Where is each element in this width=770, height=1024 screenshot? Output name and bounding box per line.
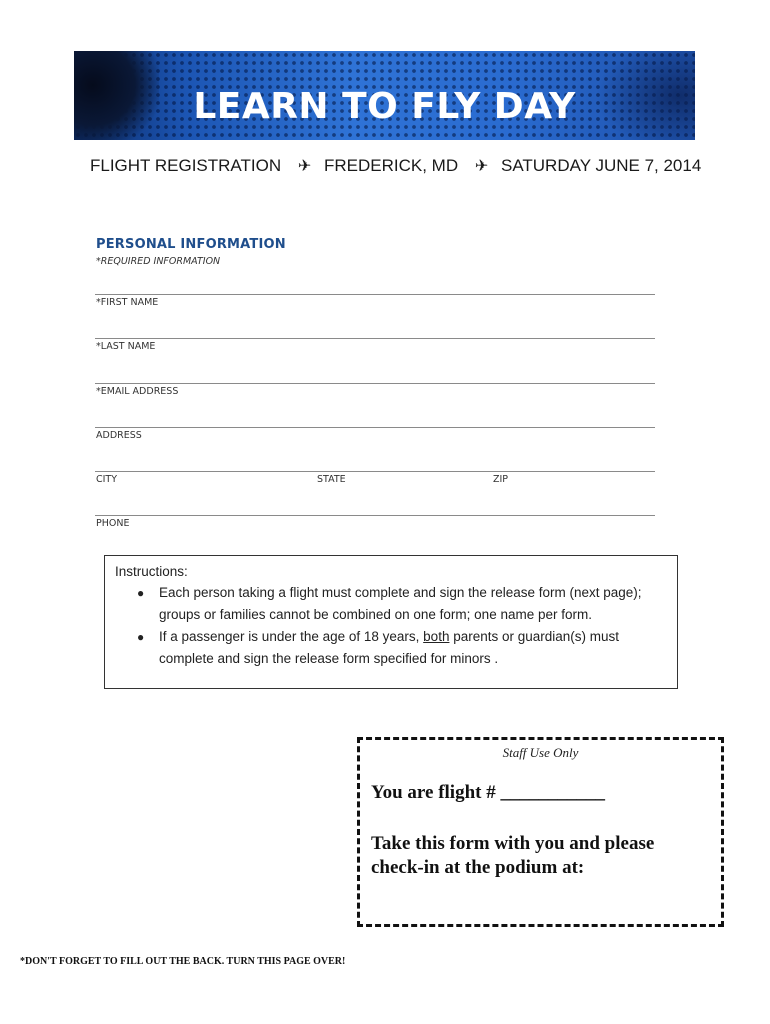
first-name-field[interactable] [95,294,655,315]
instruction-text-part1: If a passenger is under the age of 18 years, [159,629,424,644]
instruction-text-part2: parents or guardian(s) must complete and sign the release form specified for minors . [159,629,620,666]
event-location: FREDERICK, MD [323,156,459,175]
flight-number-line: You are flight # ___________ [371,782,605,803]
personal-information-heading: PERSONAL INFORMATION [96,237,286,252]
staff-use-label: Staff Use Only [502,745,579,760]
event-date: SATURDAY JUNE 7, 2014 [500,156,702,175]
zip-label: ZIP [493,474,509,485]
first-name-label: *FIRST NAME [96,297,159,308]
city-label: CITY [96,474,118,485]
phone-field[interactable] [95,515,655,536]
banner-title: LEARN TO FLY DAY [193,86,576,127]
instructions-box [104,555,678,689]
header-banner [74,51,695,140]
event-subheader [90,156,701,176]
last-name-label: *LAST NAME [96,341,156,352]
phone-label: PHONE [96,518,130,529]
required-information-note: *REQUIRED INFORMATION [96,256,221,267]
airplane-icon: ✈ [297,158,312,175]
bullet-icon: ● [137,630,145,644]
bullet-icon: ● [137,586,145,600]
checkin-instruction: Take this form with you and please check-in at the podium at: [371,833,655,878]
staff-use-box [357,737,724,927]
instruction-text: Each person taking a flight must complete and sign the release form (next page); groups or families cannot be combined on one form; one name per form. [159,585,642,622]
airplane-icon: ✈ [474,158,489,175]
address-label: ADDRESS [96,430,142,441]
email-field[interactable] [95,383,655,404]
registration-label: FLIGHT REGISTRATION [90,156,282,175]
list-item [135,626,663,670]
footer-reminder: *DON'T FORGET TO FILL OUT THE BACK. TURN THIS PAGE OVER! [20,956,346,967]
instructions-list [135,582,663,670]
state-label: STATE [317,474,346,485]
email-label: *EMAIL ADDRESS [96,386,179,397]
last-name-field[interactable] [95,338,655,359]
list-item [135,582,663,626]
address-field[interactable] [95,427,655,448]
instructions-title: Instructions: [115,564,188,579]
instruction-emphasis: both [423,629,450,644]
city-state-zip-field[interactable] [95,471,655,492]
